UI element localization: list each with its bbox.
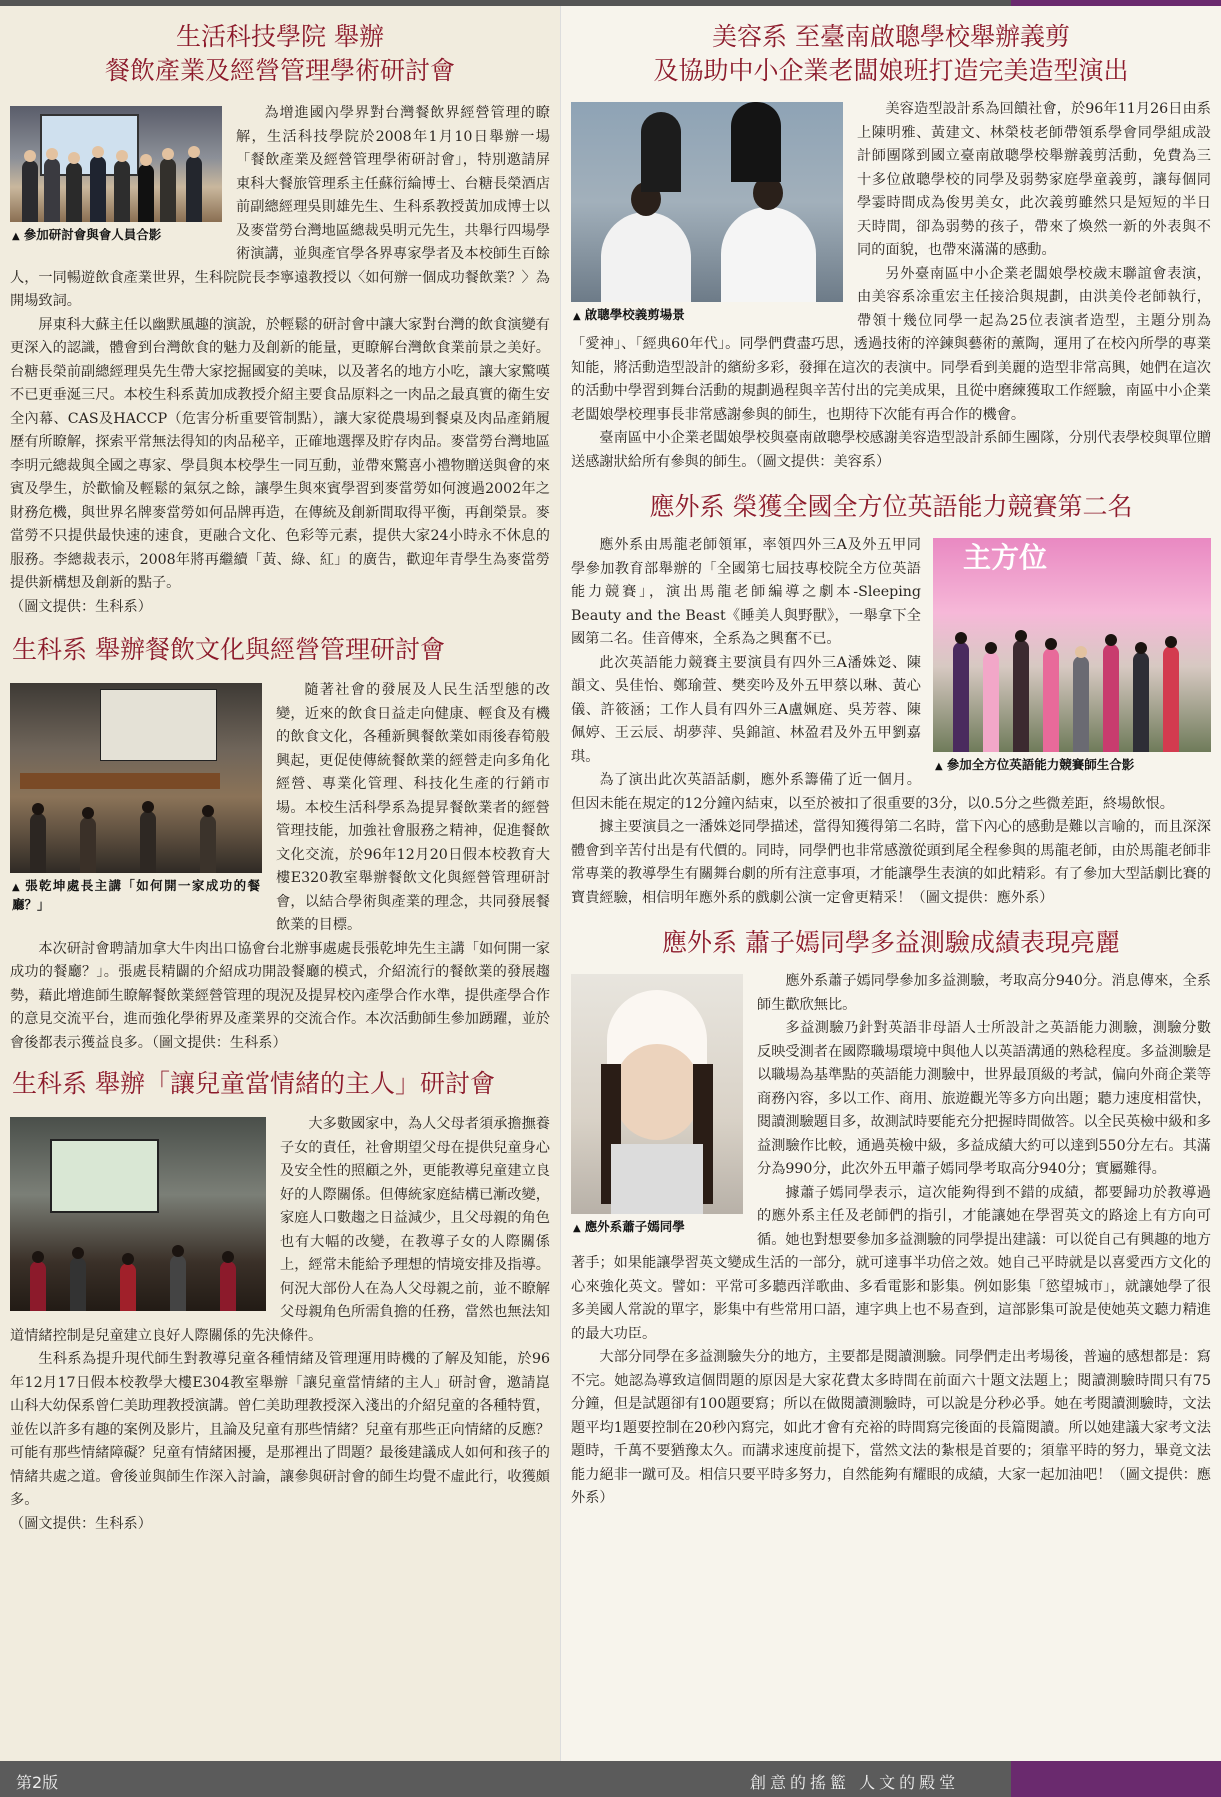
image-credit: （圖文提供：生科系） <box>10 1515 152 1532</box>
headline-line-1: 美容系 至臺南啟聰學校舉辦義剪 <box>712 22 1070 51</box>
paragraph: 為了演出此次英語話劇，應外系籌備了近一個月。但因未能在規定的12分鐘內結束，以至於被扣了很重要的3分，以0.5分之些微差距，終場飲恨。 <box>571 772 1174 812</box>
photo-caption: ▲ 參加全方位英語能力競賽師生合影 <box>935 757 1135 772</box>
figure-group-photo <box>10 106 222 245</box>
lecture-photo <box>10 683 262 873</box>
paragraph: 據蕭子嫣同學表示，這次能夠得到不錯的成績，都要歸功於教導過的應外系主任及老師們的指引，才能讓她在學習英文的路途上有方向可循。她也對想要參加多益測驗的同學提出建議：可以從自己有興趣的地方著手；如果能讓學習英文變成生活的一部分，就可達事半功倍之效。她自己平時就是以喜愛西方文化的心來強化英文。譬如：平常可多聽西洋歌曲、多看電影和影集。例如影集「慾望城市」，就讓她學了很多美國人常說的單字，影集中有些常用口語，連字典上也不易查到，這部影集可說是使她英文聽力精進的最大功臣。 <box>571 1184 1212 1342</box>
right-column <box>561 6 1221 1761</box>
paragraph: 應外系由馬龍老師領軍，率領四外三A及外五甲同學參加教育部舉辦的「全國第七屆技專校院全方位英語能力競賽」，演出馬龍老師編導之劇本-Sleeping Beauty and the Beast《睡美人與野獸》，一舉拿下全國第二名。佳音傳來，全系為之興奮不已。 <box>571 537 921 647</box>
figure-lecture-photo <box>10 683 262 913</box>
paragraph: 屏東科大蘇主任以幽默風趣的演說，於輕鬆的研討會中讓大家對台灣的飲食演變有更深入的認識，體會到台灣飲食的魅力及創新的能量，更瞭解台灣飲食業前景之美好。台糖長榮前副總經理吳先生帶大家挖掘國宴的美味，以及著名的地方小吃，讓大家驚嘆不已更垂涎三尺。本校生科系黃加成教授介紹主要食品原料之一肉品之最真實的衛生安全內幕、CAS及HACCP（危害分析重要管制點），讓大家從農場到餐桌及肉品產銷履歷有所瞭解，探索平常無法得知的肉品秘辛，正確地選擇及貯存肉品。麥當勞台灣地區李明元總裁與全國之專家、學員與本校學生一同互動，並帶來驚喜小禮物贈送與會的來賓及學生，於歡愉及輕鬆的氣氛之餘，讓學生與來賓學習到麥當勞如何渡過2002年之財務危機，與世界名牌麥當勞如何品牌再造，在傳統及創新間取得平衡，再創榮景。麥當勞不只提供最快速的速食，更融合文化、色彩等元素，提供大家24小時永不休息的服務。李總裁表示，2008年將再繼續「黃、綠、紅」的廣告，歡迎年青學生為麥當勞提供新構想及創新的點子。 <box>10 316 550 591</box>
paragraph: 為增進國內學界對台灣餐飲界經營管理的瞭解，生活科技學院於2008年1月10日舉辦一場「餐飲產業及經營管理學術研討會」，特別邀請屏東科大餐旅管理系主任蘇衍綸博士、台糖長榮酒店前副總經理吳則雄先生、生科系教授黃加成博士以及麥當勞台灣地區總裁吳明元先生，共舉行四場學術演講，並與產官學各界專家學者及本校師生百餘人，一同暢遊飲食產業世界，生科院院長李寧遠教授以〈如何辦一個成功餐飲業？〉為開場致詞。 <box>10 105 550 309</box>
paragraph: 據主要演員之一潘姝彣同學描述，當得知獲得第二名時，當下內心的感動是難以言喻的，而且深深體會到辛苦付出是有代價的。同時，同學們也非常感激從頭到尾全程參與的馬龍老師，由於馬龍老師非常專業的教導學生有關舞台劇的所有注意事項，才能讓學生表演的如此精彩。有了參加大型話劇比賽的寶貴經驗，相信明年應外系的戲劇公演一定會更精采！（圖文提供：應外系） <box>571 819 1211 906</box>
paragraph: 生科系為提升現代師生對教導兒童各種情緒及管理運用時機的了解及知能，於96年12月17日假本校教學大樓E304教室舉辦「讓兒童當情緒的主人」研討會，邀請崑山科大幼保系曾仁美助理教授演講。曾仁美助理教授深入淺出的介紹兒童的各種特質，並佐以許多有趣的案例及影片，且論及兒童有那些情緒？兒童有那些正向情緒的反應？可能有那些情緒障礙？兒童有情緒困擾，是那裡出了問題？最後建議成人如何和孩子的情緒共處之道。會後並與師生作深入討論，讓參與研討會的師生均覺不虛此行，收獲頗多。 <box>10 1351 550 1508</box>
article-emotion-seminar <box>0 1067 560 1536</box>
article-catering-culture-seminar <box>0 633 560 1055</box>
paragraph: 此次英語能力競賽主要演員有四外三A潘姝彣、陳韻文、吳佳怡、鄭瑜萱、樊奕吟及外五甲蔡以琳、黃心儀、許筱涵；工作人員有四外三A盧姵庭、吳芳蓉、陳佩婷、王云辰、胡夢萍、吳錦諠、林盈君及外五甲劉嘉琪。 <box>571 654 921 765</box>
article-food-industry-seminar <box>0 6 560 619</box>
headline <box>10 20 550 88</box>
paragraph: 應外系蕭子嫣同學參加多益測驗，考取高分940分。消息傳來，全系師生歡欣無比。 <box>757 973 1211 1013</box>
classroom-photo <box>10 1117 266 1311</box>
headline: 應外系 榮獲全國全方位英語能力競賽第二名 <box>649 492 1133 521</box>
figure-haircut-photo <box>571 102 843 325</box>
headline: 應外系 蕭子嫣同學多益測驗成績表現亮麗 <box>662 928 1120 957</box>
article-english-competition <box>561 490 1221 910</box>
paragraph: 另外臺南區中小企業老闆娘學校歲末聯誼會表演，由美容系凃重宏主任接洽與規劃，由洪美伶老師執行，帶領十幾位同學一起為25位表演者造型，主題分別為「愛神」、「經典60年代」。同學們費盡巧思，透過技術的淬鍊與藝術的薰陶，運用了在校內所學的專業知能，將活動造型設計的繽紛多彩，發揮在這次的表演中。同學看到美麗的造型非常高興，她們在這次的活動中學習到舞台活動的規劃過程與辛苦付出的完美成果，且從中磨練獲取工作經驗，南區中小企業老闆娘學校理事長非常感謝參與的師生，也期待下次能有再合作的機會。 <box>571 265 1211 423</box>
photo-caption: ▲ 張乾坤處長主講「如何開一家成功的餐廳？」 <box>12 878 260 912</box>
figure-competition-photo <box>933 538 1211 775</box>
student-portrait-photo <box>571 974 743 1214</box>
headline <box>571 20 1211 88</box>
article-toeic-score <box>561 926 1221 1511</box>
figure-student-portrait <box>571 974 743 1237</box>
paragraph: 美容造型設計系為回饋社會，於96年11月26日由系上陳明雅、黃建文、林榮枝老師帶領系學會同學組成設計師團隊到國立臺南啟聰學校舉辦義剪活動，免費為三十多位啟聰學校的同學及弱勢家庭學童義剪，讓每個同學霎時間成為俊男美女，此次義剪雖然只是短短的半日天時間，卻為弱勢的孩子，帶來了煥然一新的外表與不同的面貌，也帶來滿滿的感動。 <box>857 101 1211 258</box>
page-number: 第2版 <box>16 1773 59 1792</box>
footer-slogan: 創意的搖籃 人文的殿堂 <box>750 1773 960 1792</box>
competition-photo <box>933 538 1211 752</box>
photo-caption: ▲ 啟聰學校義剪場景 <box>573 307 685 322</box>
paragraph: 臺南區中小企業老闆娘學校與臺南啟聰學校感謝美容造型設計系師生團隊，分別代表學校與單位贈送感謝狀給所有參與的師生。（圖文提供：美容系） <box>571 430 1211 470</box>
paragraph: 大多數國家中，為人父母者須承擔撫養子女的責任，社會期望父母在提供兒童身心及安全性的照顧之外，更能教導兒童建立良好的人際關係。但傳統家庭結構已漸改變，家庭人口數趨之日益減少，且父母親的角色也有大幅的改變，在教導子女的人際關係上，經常未能給予理想的情境安排及指導。何況大部份人在為人父母親之前，並不瞭解父母親角色所需負擔的任務，當然也無法知道情緒控制是兒童建立良好人際關係的先決條件。 <box>10 1116 550 1344</box>
headline-line-1: 生活科技學院 舉辦 <box>176 22 384 51</box>
headline: 生科系 舉辦餐飲文化與經營管理研討會 <box>12 635 445 664</box>
haircut-photo <box>571 102 843 302</box>
headline-line-2: 及協助中小企業老闆娘班打造完美造型演出 <box>653 56 1129 85</box>
photo-caption: ▲ 應外系蕭子嫣同學 <box>573 1219 685 1234</box>
paragraph: 隨著社會的發展及人民生活型態的改變，近來的飲食日益走向健康、輕食及有機的飲食文化，各種新興餐飲業如雨後春筍般興起，更促使傳統餐飲業的經營走向多角化經營、專業化管理、科技化生產的行銷市場。本校生活科學系為提昇餐飲業者的經營管理技能，加強社會服務之精神，促進餐飲文化交流，於96年12月20日假本校教育大樓E320教室舉辦餐飲文化與經營管理研討會，以結合學術與產業的理念，共同發展餐飲業的目標。 <box>276 682 550 933</box>
image-credit: （圖文提供：生科系） <box>10 598 152 615</box>
photo-banner-text: 主方位 <box>963 541 1048 574</box>
paragraph: 本次研討會聘請加拿大牛肉出口協會台北辦事處處長張乾坤先生主講「如何開一家成功的餐廳？」。張處長精闢的介紹成功開設餐廳的模式，介紹流行的餐飲業的發展趨勢，藉此增進師生瞭解餐飲業經營管理的現況及提昇校內產學合作水準，提供產學合作的意見交流平台，進而強化學術界及產業界的交流合作。本次活動師生參加踴躍，並於會後都表示獲益良多。（圖文提供：生科系） <box>10 940 550 1051</box>
photo-caption: ▲ 參加研討會與會人員合影 <box>12 227 162 242</box>
paragraph: 大部分同學在多益測驗失分的地方，主要都是閱讀測驗。同學們走出考場後，普遍的感想都是：寫不完。她認為導致這個問題的原因是大家花費太多時間在前面六十題文法題上；閱讀測驗時間只有75分鐘，但是試題卻有100題要寫；所以在做閱讀測驗時，可以說是分秒必爭。她在考閱讀測驗時，文法題平均1題要控制在20秒內寫完，如此才會有充裕的時間寫完後面的長篇閱讀。所以她建議大家考文法題時，千萬不要猶豫太久。而講求速度前提下，當然文法的紮根是首要的；須靠平時的努力，畢竟文法能力絕非一蹴可及。相信只要平時多努力，自然能夠有耀眼的成績，大家一起加油吧！（圖文提供：應外系） <box>571 1349 1211 1506</box>
article-beauty-volunteer-haircut <box>561 6 1221 474</box>
footer-accent <box>1011 1761 1221 1797</box>
figure-classroom-photo <box>10 1117 266 1311</box>
left-column <box>0 6 561 1761</box>
group-photo <box>10 106 222 222</box>
footer-bar <box>0 1761 1221 1797</box>
paragraph: 多益測驗乃針對英語非母語人士所設計之英語能力測驗，測驗分數反映受測者在國際職場環境中與他人以英語溝通的熟稔程度。多益測驗是以職場為基準點的英語能力測驗中，世界最頂級的考試，偏向外商企業等商務內容，多以工作、商用、旅遊觀光等多方向出題；聽力速度相當快，閱讀測驗題目多，故測試時要能充分把握時間做答。以全民英檢中級和多益測驗作比較，通過英檢中級，多益成績大約可以達到550分左右。其滿分為990分，此次外五甲蕭子嫣同學考取高分940分；實屬難得。 <box>757 1020 1212 1177</box>
headline-line-2: 餐飲產業及經營管理學術研討會 <box>104 56 455 85</box>
headline: 生科系 舉辦「讓兒童當情緒的主人」研討會 <box>12 1069 495 1098</box>
